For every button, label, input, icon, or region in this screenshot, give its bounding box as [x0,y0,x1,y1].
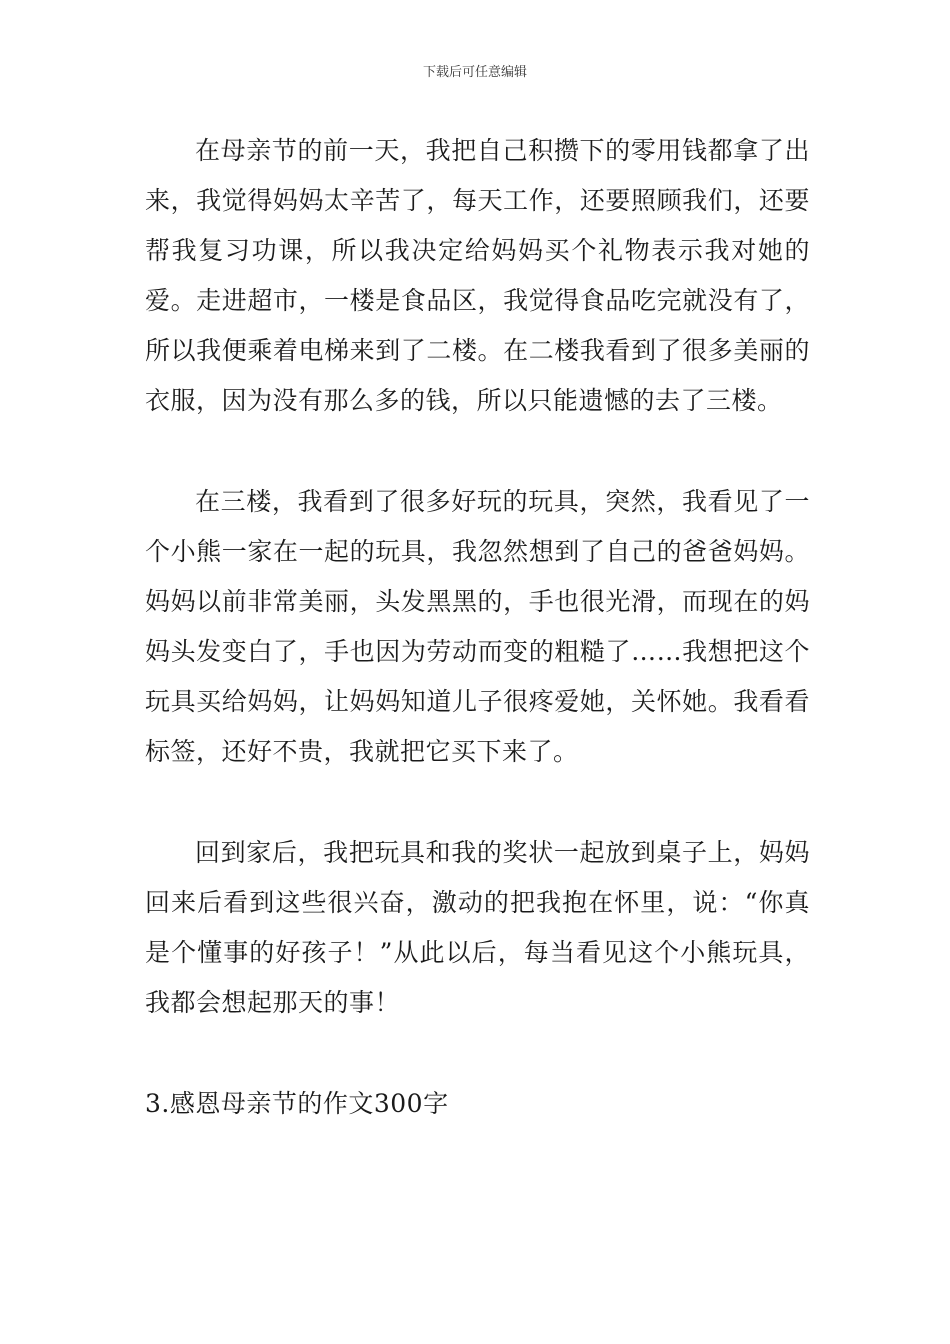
page-header: 下载后可任意编辑 [422,65,527,80]
paragraph-gap [145,1028,810,1079]
paragraph-3: 回到家后，我把玩具和我的奖状一起放到桌子上，妈妈回来后看到这些很兴奋，激动的把我抱在怀里，说：“你真是个懂事的好孩子！”从此以后，每当看见这个小熊玩具，我都会想起那天的事！ [145,838,810,1017]
document-body [145,126,810,1129]
paragraph-2: 在三楼，我看到了很多好玩的玩具，突然，我看见了一个小熊一家在一起的玩具，我忽然想到了自己的爸爸妈妈。妈妈以前非常美丽，头发黑黑的，手也很光滑，而现在的妈妈头发变白了，手也因为劳动而变的粗糙了……我想把这个玩具买给妈妈，让妈妈知道儿子很疼爱她，关怀她。我看看标签，还好不贵，我就把它买下来了。 [145,487,810,766]
paragraph-1: 在母亲节的前一天，我把自己积攒下的零用钱都拿了出来，我觉得妈妈太辛苦了，每天工作，还要照顾我们，还要帮我复习功课，所以我决定给妈妈买个礼物表示我对她的爱。走进超市，一楼是食品区，我觉得食品吃完就没有了，所以我便乘着电梯来到了二楼。在二楼我看到了很多美丽的衣服，因为没有那么多的钱，所以只能遗憾的去了三楼。 [145,136,810,415]
paragraph-gap [145,426,810,477]
section-heading: 3.感恩母亲节的作文300字 [145,1089,449,1118]
paragraph-gap [145,777,810,828]
